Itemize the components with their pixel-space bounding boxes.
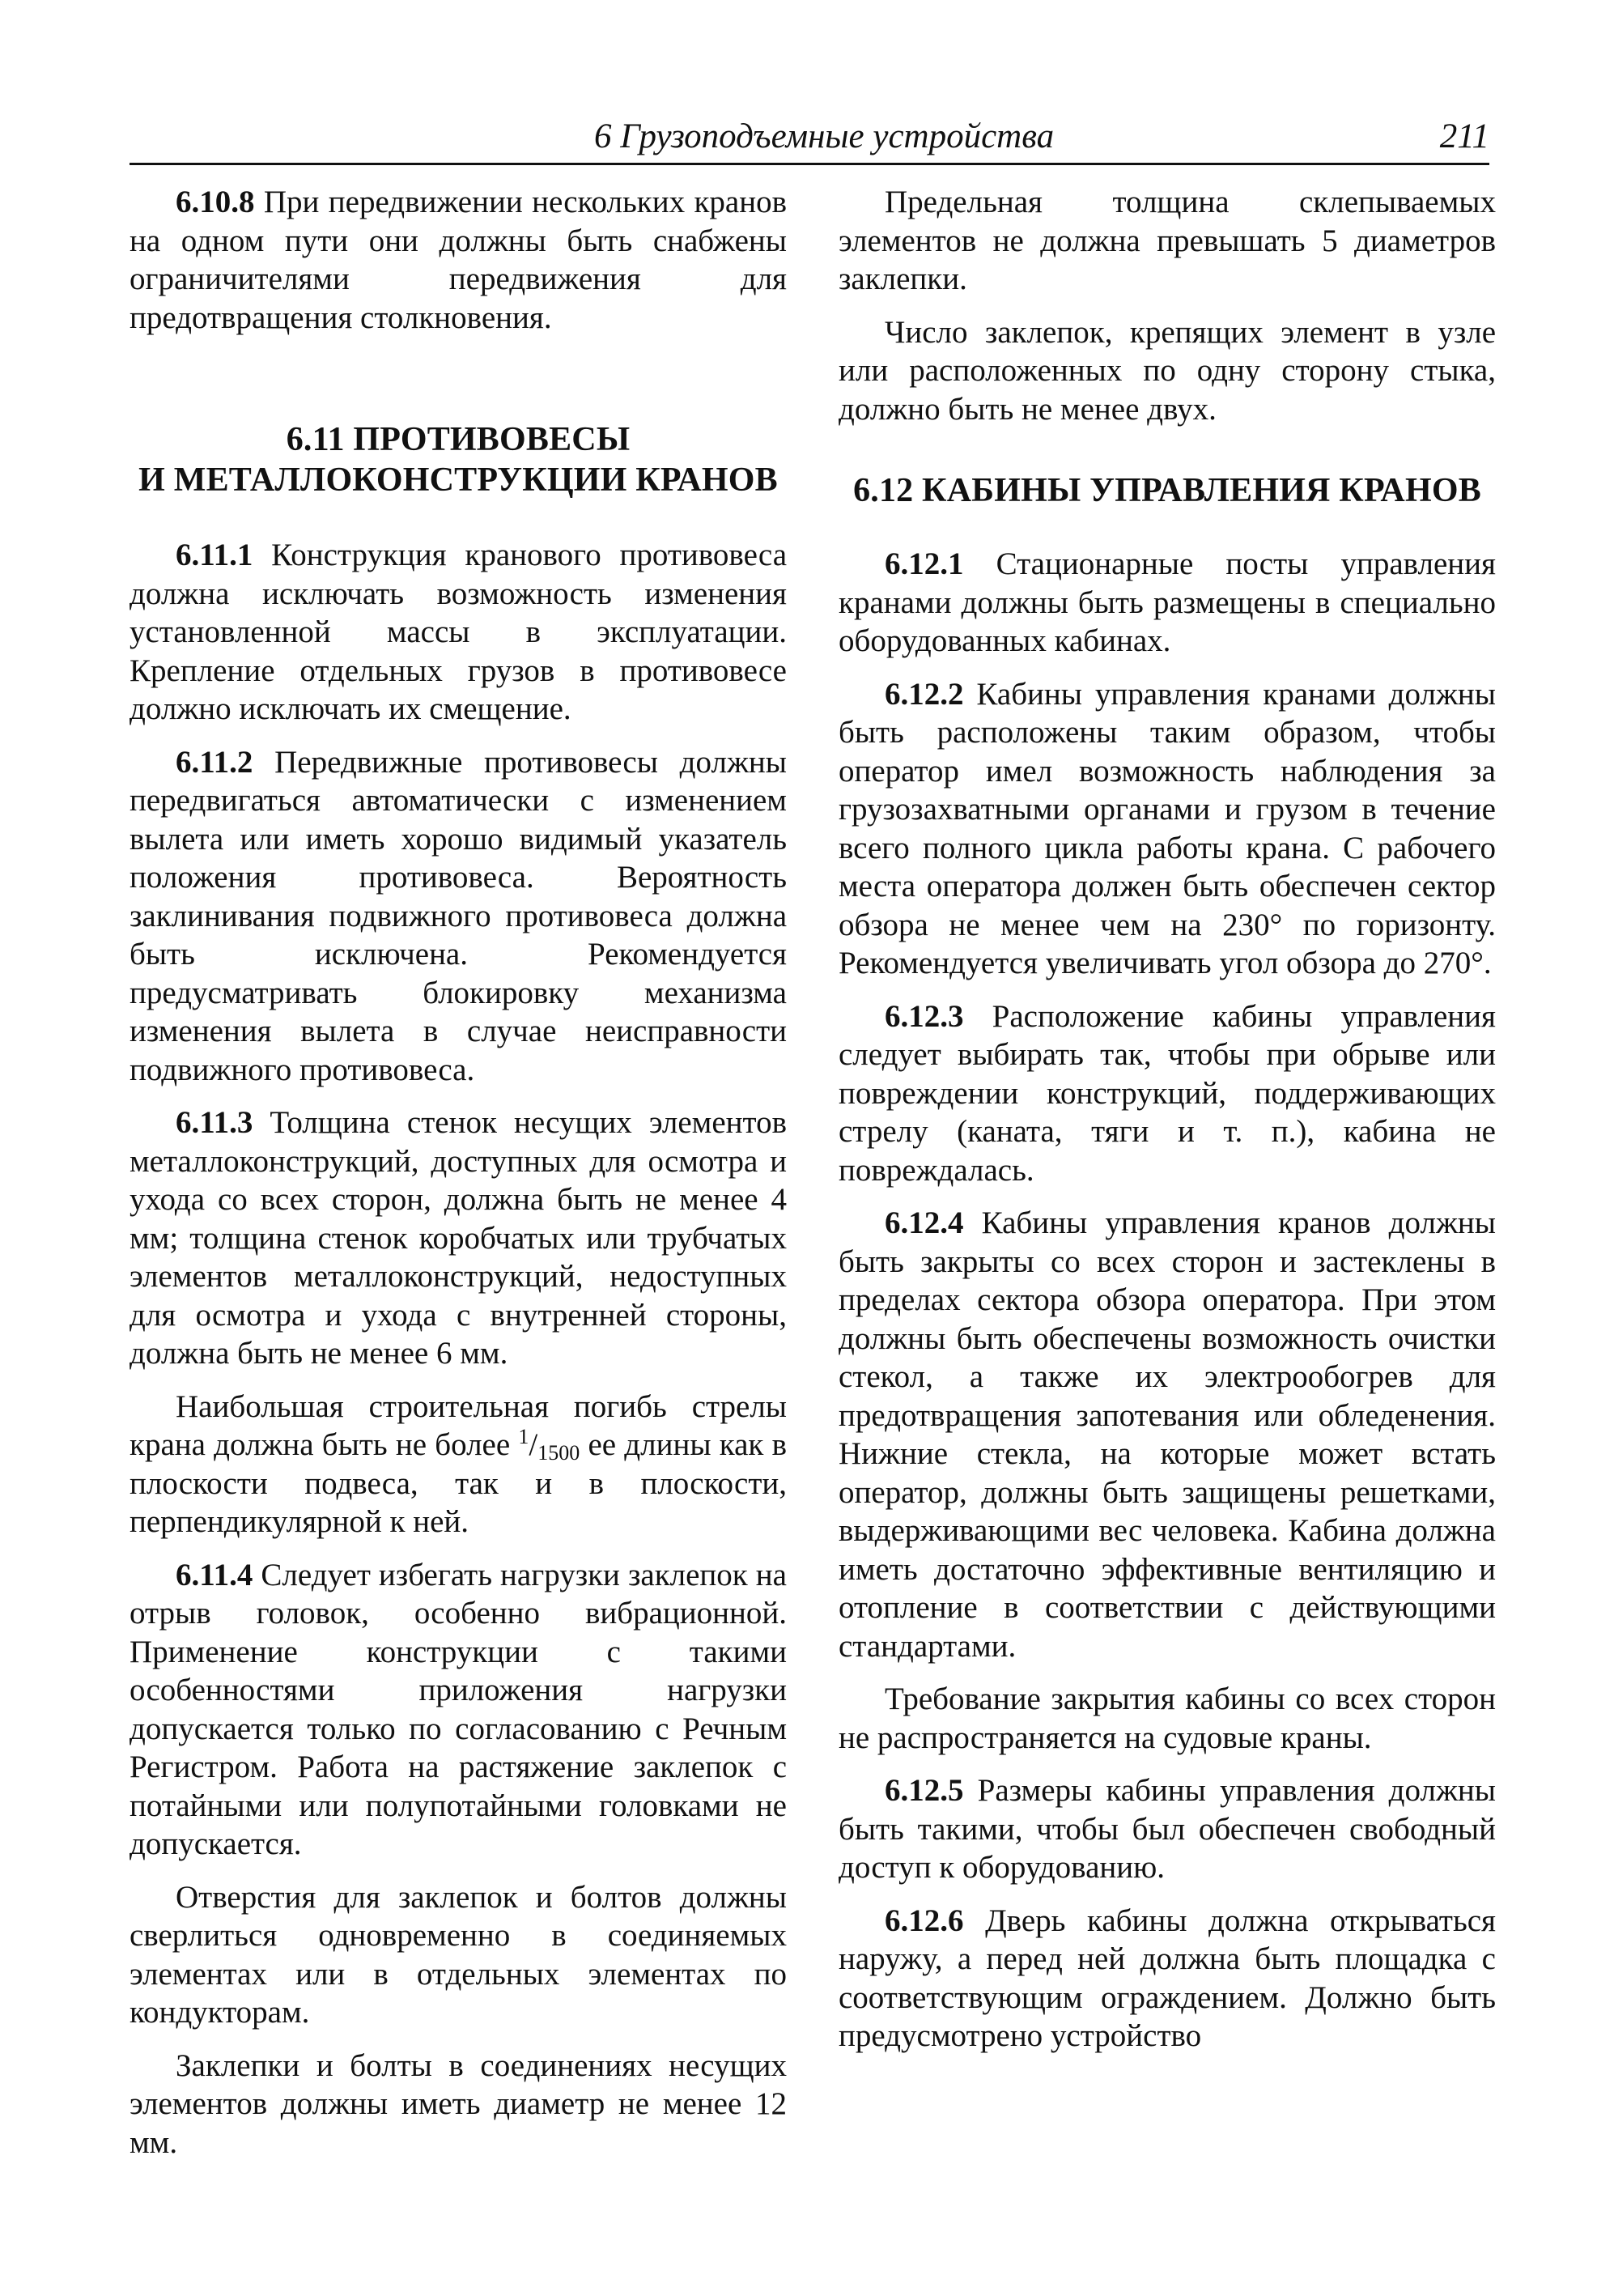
section-heading-6-11 <box>130 419 787 500</box>
paragraph-text: Кабины управления кранов должны быть закрыты со всех сторон и застеклены в пределах сектора обзора оператора. При этом должны быть обеспечены возможность очистки стекол, а также их электрообогрев для предотвращения запотевания или обледенения. Нижние стекла, на которые может встать оператор, должны быть защищены решетками, выдерживающими вес человека. Кабина должна иметь достаточно эффективные вентиляцию и отопление в соответствии с действующими стандартами. <box>839 1205 1496 1664</box>
item-number: 6.10.8 <box>176 185 255 219</box>
item-number: 6.12.3 <box>885 998 964 1034</box>
item-number: 6.12.5 <box>885 1773 964 1808</box>
item-number: 6.12.6 <box>885 1903 964 1938</box>
paragraph-6-12-1 <box>839 545 1496 661</box>
paragraph-6-12-3 <box>839 997 1496 1190</box>
paragraph-text: При передвижении нескольких кранов на одном пути они должны быть снабжены ограничителями передвижения для предотвращения столкновения. <box>130 185 787 335</box>
paragraph-text: Размеры кабины управления должны быть такими, чтобы был обеспечен свободный доступ к оборудованию. <box>839 1773 1496 1885</box>
running-title: 6 Грузоподъемные устройства <box>594 117 1055 155</box>
paragraph-6-12-2 <box>839 675 1496 983</box>
paragraph-6-11-1 <box>130 536 787 729</box>
paragraph-6-11-2 <box>130 743 787 1090</box>
paragraph-6-12-5 <box>839 1771 1496 1887</box>
paragraph-boom-deflection: Наибольшая строительная погибь стрелы крана должна быть не более $^1/_{1500}$ ее длины как в плоскости подвеса, так и в плоскости, перпендикулярной к ней. <box>130 1388 788 1539</box>
page-header <box>130 112 1489 160</box>
heading-line-1: 6.11 ПРОТИВОВЕСЫ <box>286 421 631 458</box>
fraction-denominator: 1500 <box>537 1441 580 1465</box>
page-number: 211 <box>1439 117 1489 155</box>
item-number: 6.12.1 <box>885 546 964 581</box>
paragraph-rivet-diameter: Заклепки и болты в соединениях несущих элементов должны иметь диаметр не менее 12 мм. <box>130 2047 787 2160</box>
paragraph-6-12-6 <box>839 1902 1496 2056</box>
paragraph-text: Наибольшая строительная погибь стрелы крана должна быть не более <box>130 1388 787 1462</box>
paragraph-text: Следует избегать нагрузки заклепок на отрыв головок, особенно вибрационной. Применение конструкции с такими особенностями приложения нагрузки допускается только по согласованию с Речным Регистром. Работа на растяжение заклепок с потайными или полупотайными головками не допускается. <box>130 1557 787 1861</box>
paragraph-6-11-3 <box>130 1103 787 1373</box>
paragraph-text: Дверь кабины должна открываться наружу, а перед ней должна быть площадка с соответствующим ограждением. Должно быть предусмотрено устройство <box>839 1903 1496 2053</box>
paragraph-text: Расположение кабины управления следует выбирать так, чтобы при обрыве или повреждении конструкций, поддерживающих стрелу (каната, тяги и т. п.), кабина не повреждалась. <box>839 998 1496 1188</box>
paragraph-text: Стационарные посты управления кранами должны быть размещены в специально оборудованных кабинах. <box>839 546 1496 658</box>
paragraph-6-12-4 <box>839 1204 1496 1665</box>
left-column <box>130 183 787 2176</box>
paragraph-max-thickness: Предельная толщина склепываемых элементов не должна превышать 5 диаметров заклепки. <box>839 185 1496 296</box>
paragraph-text: Кабины управления кранами должны быть расположены таким образом, чтобы оператор имел возможность наблюдения за грузозахватными органами и грузом в течение всего полного цикла работы крана. С рабочего места оператора должен быть обеспечен сектор обзора не менее чем на 230° по горизонту. Рекомендуется увеличивать угол обзора до 270°. <box>839 676 1496 980</box>
section-heading-6-12: 6.12 КАБИНЫ УПРАВЛЕНИЯ КРАНОВ <box>853 472 1481 509</box>
paragraph-closure-exemption: Требование закрытия кабины со всех сторон не распространяется на судовые краны. <box>839 1682 1496 1755</box>
paragraph-rivet-count: Число заклепок, крепящих элемент в узле или расположенных по одну сторону стыка, должно быть не менее двух. <box>839 314 1496 427</box>
item-number: 6.11.1 <box>176 538 253 572</box>
item-number: 6.11.4 <box>176 1557 253 1592</box>
fraction-numerator: 1 <box>518 1425 529 1448</box>
item-number: 6.12.4 <box>885 1205 964 1240</box>
header-rule <box>130 163 1489 165</box>
paragraph-6-11-4 <box>130 1556 787 1864</box>
paragraph-text: ее длины как в плоскости подвеса, так и в плоскости, перпендикулярной к ней. <box>130 1427 788 1539</box>
paragraph-text: Конструкция кранового противовеса должна исключать возможность изменения установленной массы в эксплуатации. Крепление отдельных грузов в противовесе должно исключать их смещение. <box>130 538 787 726</box>
item-number: 6.12.2 <box>885 676 964 712</box>
paragraph-6-10-8 <box>130 183 787 337</box>
right-column <box>839 183 1496 2070</box>
item-number: 6.11.2 <box>176 744 253 780</box>
paragraph-text: Толщина стенок несущих элементов металлоконструкций, доступных для осмотра и ухода со всех сторон, должна быть не менее 4 мм; толщина стенок коробчатых или трубчатых элементов металлоконструкций, недоступных для осмотра и ухода с внутренней стороны, должна быть не менее 6 мм. <box>130 1105 787 1371</box>
heading-line-2: И МЕТАЛЛОКОНСТРУКЦИИ КРАНОВ <box>138 461 778 499</box>
paragraph-drill-holes: Отверстия для заклепок и болтов должны сверлиться одновременно в соединяемых элементах или в отдельных элементах по кондукторам. <box>130 1879 787 2030</box>
paragraph-text: Передвижные противовесы должны передвигаться автоматически с изменением вылета или иметь хорошо видимый указатель положения противовеса. Вероятность заклинивания подвижного противовеса должна быть исключена. Рекомендуется предусматривать блокировку механизма изменения вылета в случае неисправности подвижного противовеса. <box>130 744 787 1087</box>
item-number: 6.11.3 <box>176 1105 253 1140</box>
